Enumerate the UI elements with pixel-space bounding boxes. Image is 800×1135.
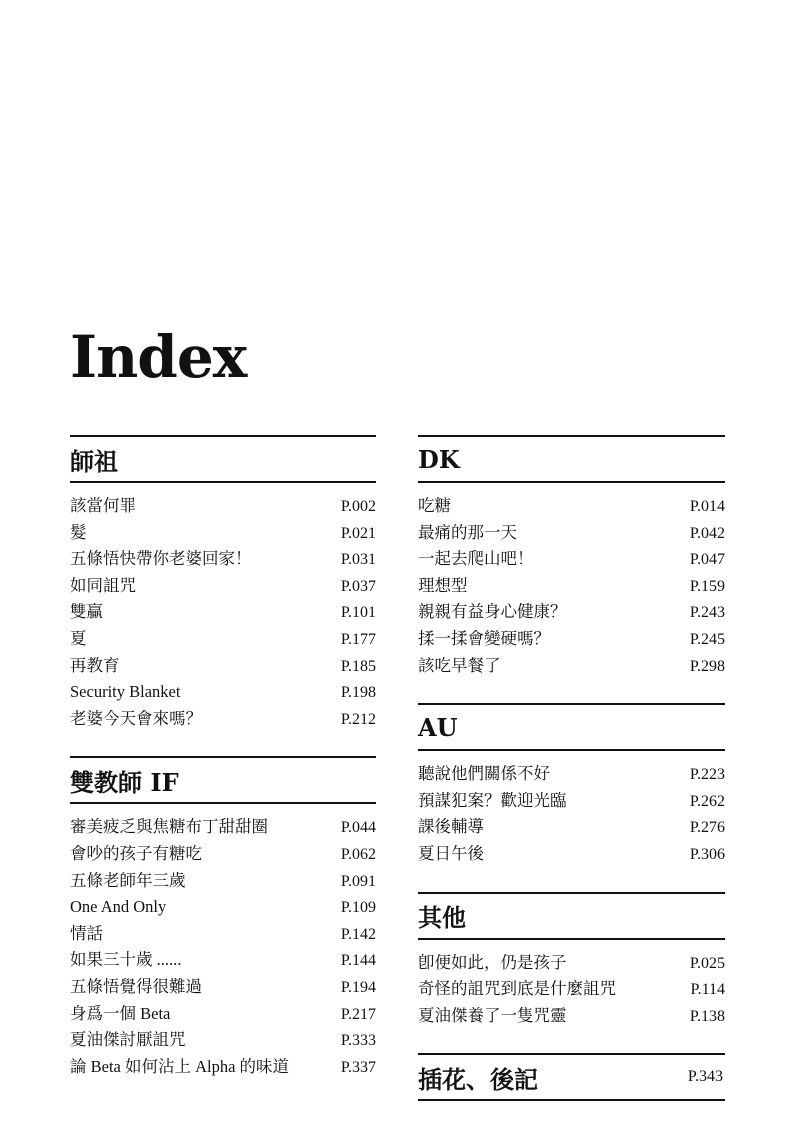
- entry-page-number: P.298: [689, 657, 725, 675]
- index-entry: [70, 626, 376, 653]
- entry-title: 會吵的孩子有糖吃: [70, 843, 202, 863]
- section-title: 師祖: [70, 446, 118, 476]
- index-entry: [418, 950, 725, 977]
- page-title: Index: [70, 323, 247, 391]
- entry-page-number: P.021: [340, 524, 376, 542]
- entry-list: [418, 751, 725, 873]
- entry-page-number: P.223: [689, 766, 725, 784]
- entry-page-number: P.002: [340, 498, 376, 515]
- entry-title: 夏油傑養了一隻咒靈: [418, 1005, 567, 1025]
- entry-title: 身爲一個 Beta: [70, 1003, 171, 1023]
- entry-page-number: P.144: [340, 952, 376, 970]
- index-entry: [70, 599, 376, 626]
- entry-page-number: P.138: [689, 1007, 725, 1025]
- entry-title: 五條悟快帶你老婆回家！: [70, 549, 252, 569]
- index-section: [418, 435, 725, 685]
- entry-page-number: P.062: [340, 845, 376, 863]
- entry-page-number: P.109: [340, 899, 376, 917]
- index-entry: [418, 573, 725, 600]
- index-entry: [418, 493, 725, 520]
- entry-title: 如同詛咒: [70, 575, 136, 595]
- entry-title: 論 Beta 如何沾上 Alpha 的味道: [70, 1056, 290, 1076]
- entry-page-number: P.198: [340, 684, 376, 702]
- entry-page-number: P.262: [689, 792, 725, 810]
- entry-page-number: P.159: [689, 577, 725, 595]
- entry-page-number: P.217: [340, 1005, 376, 1023]
- entry-title: 該當何罪: [70, 496, 136, 515]
- left-column: [70, 435, 376, 1104]
- entry-page-number: P.142: [340, 925, 376, 943]
- entry-page-number: P.114: [690, 981, 725, 999]
- section-header: [418, 1053, 725, 1101]
- entry-page-number: P.031: [340, 551, 376, 569]
- section-header: [70, 435, 376, 483]
- entry-page-number: P.185: [340, 657, 376, 675]
- entry-page-number: P.245: [689, 630, 725, 648]
- entry-page-number: P.212: [340, 710, 376, 728]
- index-entry: [70, 573, 376, 600]
- entry-title: 奇怪的詛咒到底是什麼詛咒: [418, 979, 616, 999]
- right-column: [418, 435, 725, 1119]
- entry-title: 預謀犯案？歡迎光臨: [418, 790, 567, 810]
- index-entry: [70, 1001, 376, 1028]
- section-header: [418, 435, 725, 483]
- section-header: [418, 703, 725, 751]
- entry-title: 聽說他們關係不好: [418, 764, 550, 784]
- entry-page-number: P.044: [340, 819, 376, 837]
- entry-title: 老婆今天會來嗎？: [70, 708, 202, 728]
- index-section: [418, 1053, 725, 1101]
- index-entry: [70, 653, 376, 680]
- entry-title: 一起去爬山吧！: [418, 549, 534, 569]
- index-entry: [418, 546, 725, 573]
- entry-page-number: P.306: [689, 845, 725, 863]
- index-entry: [418, 976, 725, 1003]
- index-entry: [418, 653, 725, 680]
- index-entry: [418, 1003, 725, 1030]
- entry-page-number: P.243: [689, 604, 725, 622]
- index-entry: [70, 841, 376, 868]
- entry-title: Security Blanket: [70, 682, 181, 702]
- entry-title: 五條老師年三歲: [70, 870, 186, 890]
- index-entry: [418, 520, 725, 547]
- entry-title: 如果三十歲 ......: [70, 950, 182, 970]
- index-entry: [70, 1054, 376, 1081]
- entry-list: [418, 940, 725, 1036]
- entry-list: [70, 483, 376, 738]
- entry-title: 卽便如此，仍是孩子: [418, 952, 567, 972]
- index-entry: [418, 599, 725, 626]
- index-section: [418, 703, 725, 873]
- index-entry: [418, 814, 725, 841]
- entry-title: 夏油傑討厭詛咒: [70, 1030, 186, 1050]
- entry-title: 髮: [70, 522, 87, 542]
- index-section: [418, 892, 725, 1036]
- entry-page-number: P.091: [340, 872, 376, 890]
- entry-title: 課後輔導: [418, 817, 484, 837]
- entry-page-number: P.276: [689, 819, 725, 837]
- entry-title: 吃糖: [418, 496, 451, 515]
- index-entry: [70, 679, 376, 706]
- section-header: [418, 892, 725, 940]
- index-entry: [70, 868, 376, 895]
- index-entry: [70, 894, 376, 921]
- section-header: [70, 756, 376, 804]
- index-section: [70, 756, 376, 1086]
- entry-page-number: P.101: [340, 604, 376, 622]
- entry-title: 再教育: [70, 655, 120, 675]
- entry-list: [70, 804, 376, 1086]
- entry-page-number: P.025: [689, 954, 725, 972]
- index-entry: [70, 520, 376, 547]
- entry-title: 審美疲乏與焦糖布丁甜甜圈: [70, 817, 268, 837]
- entry-list: [418, 483, 725, 685]
- entry-title: One And Only: [70, 897, 167, 917]
- entry-title: 情話: [70, 923, 103, 943]
- index-entry: [70, 921, 376, 948]
- entry-page-number: P.047: [689, 551, 725, 569]
- index-entry: [70, 814, 376, 841]
- entry-title: 雙贏: [70, 602, 103, 622]
- index-section: [70, 435, 376, 738]
- entry-title: 揉一揉會變硬嗎？: [418, 628, 550, 648]
- entry-page-number: P.194: [340, 978, 376, 996]
- index-entry: [70, 706, 376, 733]
- entry-title: 五條悟覺得很難過: [70, 976, 202, 996]
- index-entry: [418, 841, 725, 868]
- entry-title: 夏日午後: [418, 843, 484, 863]
- index-entry: [70, 493, 376, 520]
- entry-title: 該吃早餐了: [418, 655, 501, 675]
- section-title: DK: [418, 444, 460, 474]
- index-entry: [418, 626, 725, 653]
- entry-page-number: P.042: [689, 524, 725, 542]
- index-entry: [70, 974, 376, 1001]
- index-entry: [70, 546, 376, 573]
- index-entry: [418, 761, 725, 788]
- index-entry: [70, 1027, 376, 1054]
- section-title: 雙教師 IF: [70, 767, 179, 797]
- entry-page-number: P.037: [340, 577, 376, 595]
- entry-page-number: P.333: [340, 1032, 376, 1050]
- entry-page-number: P.337: [340, 1058, 376, 1076]
- entry-page-number: P.177: [340, 630, 376, 648]
- index-entry: [418, 788, 725, 815]
- index-entry: [70, 947, 376, 974]
- entry-title: 理想型: [418, 575, 468, 595]
- entry-title: 親親有益身心健康？: [418, 602, 567, 622]
- entry-title: 夏: [70, 628, 87, 648]
- section-title: AU: [418, 712, 458, 742]
- section-title: 其他: [418, 903, 466, 933]
- section-title: 插花、後記: [418, 1064, 538, 1094]
- section-page-number: P.343: [687, 1068, 723, 1086]
- entry-page-number: P.014: [689, 498, 725, 515]
- entry-title: 最痛的那一天: [418, 522, 517, 542]
